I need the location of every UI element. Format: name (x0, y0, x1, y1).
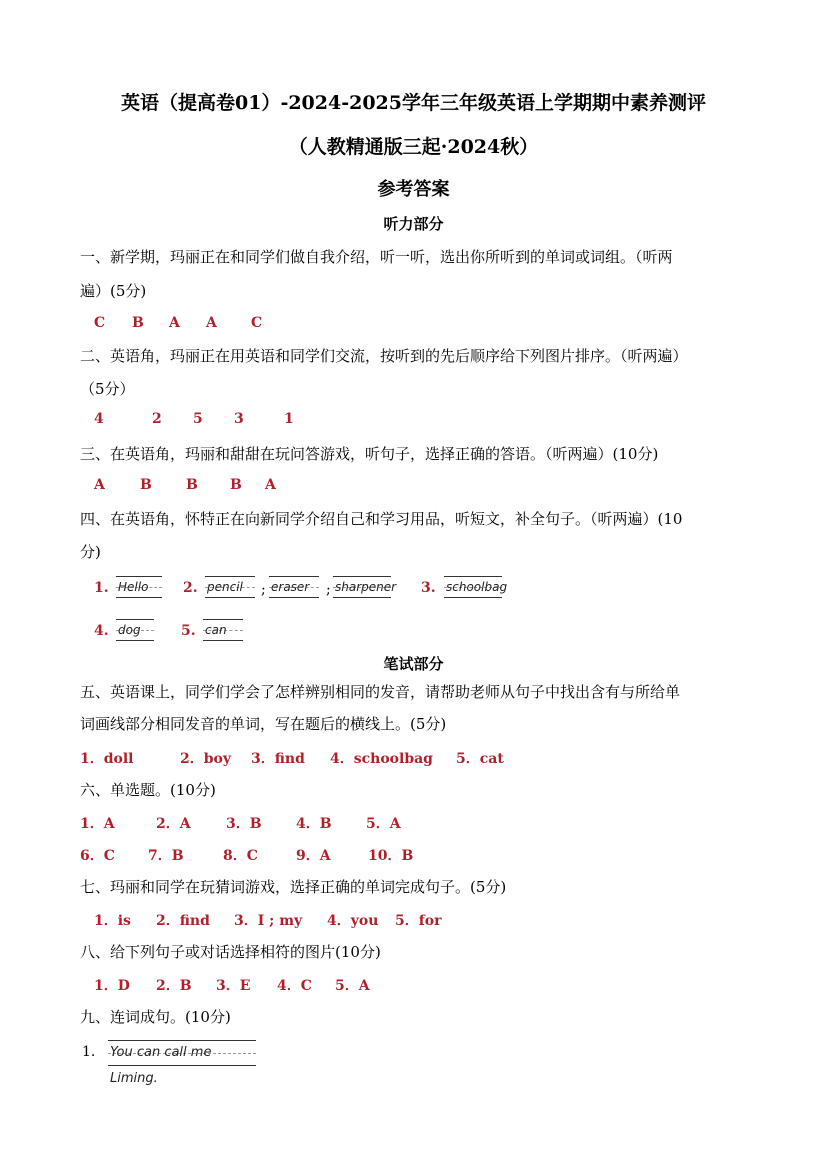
handwriting-answer: pencil (205, 576, 255, 598)
answer-item: 3．E (216, 978, 251, 994)
answer-item: 5．A (366, 816, 401, 832)
q4-prompt-line1: 四、在英语角，怀特正在向新同学介绍自己和学习用品，听短文，补全句子。（听两遍）(10 (80, 510, 683, 528)
handwriting-answer: sharpener (333, 576, 391, 598)
handwriting-answer: eraser (269, 576, 319, 598)
answer-item: 2．boy (180, 751, 232, 767)
answer-item: 1．A (80, 816, 115, 832)
q7-answers (94, 910, 441, 930)
answer-item: 4 (94, 411, 104, 427)
q7-prompt: 七、玛丽和同学在玩猜词游戏，选择正确的单词完成句子。(5分) (80, 878, 507, 896)
answer-item: 4．schoolbag (330, 751, 433, 767)
q2-prompt-line2: （5分） (80, 380, 135, 398)
handwriting-answer: can (203, 619, 243, 641)
answer-item: 2．A (156, 816, 191, 832)
answer-item: 9．A (296, 848, 331, 864)
answer-heading: 参考答案 (377, 179, 450, 200)
listening-heading: 听力部分 (383, 215, 444, 233)
document-title-line2: （人教精通版三起·2024秋） (288, 136, 539, 158)
q4-item-number: 2. (183, 580, 198, 596)
answer-item: A (94, 477, 105, 493)
answer-item: 10．B (368, 848, 414, 864)
answer-item: B (140, 477, 152, 493)
q4-item-number: 5. (181, 623, 196, 639)
answer-item: 4．you (327, 913, 379, 929)
answer-item: C (251, 315, 263, 331)
q6-answers-row2 (80, 845, 413, 865)
handwriting-answer: schoolbag (444, 576, 502, 598)
q2-prompt-line1: 二、英语角，玛丽正在用英语和同学们交流，按听到的先后顺序给下列图片排序。（听两遍） (80, 347, 688, 365)
separator: ; (326, 582, 331, 598)
q1-prompt-line1: 一、新学期，玛丽正在和同学们做自我介绍，听一听，选出你所听到的单词或词组。（听两 (80, 248, 673, 266)
q1-answers (94, 315, 262, 331)
answer-item: B (230, 477, 242, 493)
q5-prompt-line1: 五、英语课上，同学们学会了怎样辨别相同的发音，请帮助老师从句子中找出含有与所给单 (80, 683, 681, 701)
q4-item-number: 1. (94, 580, 109, 596)
answer-item: 4．B (296, 816, 332, 832)
q5-prompt-line2: 词画线部分相同发音的单词，写在题后的横线上。(5分) (80, 715, 447, 733)
q3-answers (94, 477, 276, 493)
answer-item: A (169, 315, 180, 331)
answer-item: B (186, 477, 198, 493)
answer-item: 1．doll (80, 751, 134, 767)
q8-prompt: 八、给下列句子或对话选择相符的图片(10分) (80, 943, 381, 961)
answer-item: 3 (234, 411, 244, 427)
answer-item: B (132, 315, 144, 331)
q9-item-number: 1. (82, 1044, 96, 1060)
answer-item: C (94, 315, 106, 331)
answer-item: 3．find (251, 751, 305, 767)
answer-item: 1 (284, 411, 294, 427)
q4-item-number: 3. (421, 580, 436, 596)
q4-prompt-line2: 分) (80, 543, 101, 561)
q4-item-number: 4. (94, 623, 109, 639)
answer-item: 6．C (80, 848, 115, 864)
answer-item: 1．D (94, 978, 130, 994)
q6-prompt: 六、单选题。(10分) (80, 781, 216, 799)
answer-item: A (206, 315, 217, 331)
answer-item: 5．for (395, 913, 442, 929)
answer-item: 5．A (335, 978, 370, 994)
q2-answers (94, 411, 294, 427)
answer-item: 2．find (156, 913, 210, 929)
q1-prompt-line2: 遍）(5分) (80, 282, 147, 300)
q8-answers (94, 975, 370, 995)
handwriting-answer: Hello (116, 576, 162, 598)
answer-item: 1．is (94, 913, 131, 929)
separator: ; (261, 582, 266, 598)
q3-prompt-line1: 三、在英语角，玛丽和甜甜在玩问答游戏，听句子，选择正确的答语。（听两遍）(10分) (80, 445, 659, 463)
answer-item: 2．B (156, 978, 192, 994)
answer-item: 3．I ; my (234, 913, 303, 929)
answer-item: 5．cat (456, 751, 504, 767)
handwriting-answer: You can call me Liming. (108, 1040, 256, 1066)
answer-item: 3．B (226, 816, 262, 832)
handwriting-answer: dog (116, 619, 154, 641)
q6-answers-row1 (80, 813, 401, 833)
answer-item: 5 (193, 411, 203, 427)
answer-item: 7．B (148, 848, 184, 864)
document-title-line1: 英语（提高卷01）-2024-2025学年三年级英语上学期期中素养测评 (121, 92, 706, 114)
answer-item: 8．C (223, 848, 258, 864)
q5-answers (80, 748, 504, 768)
answer-item: A (265, 477, 276, 493)
answer-item: 2 (152, 411, 162, 427)
q9-prompt: 九、连词成句。(10分) (80, 1008, 231, 1026)
answer-item: 4．C (277, 978, 312, 994)
writing-heading: 笔试部分 (383, 655, 444, 673)
